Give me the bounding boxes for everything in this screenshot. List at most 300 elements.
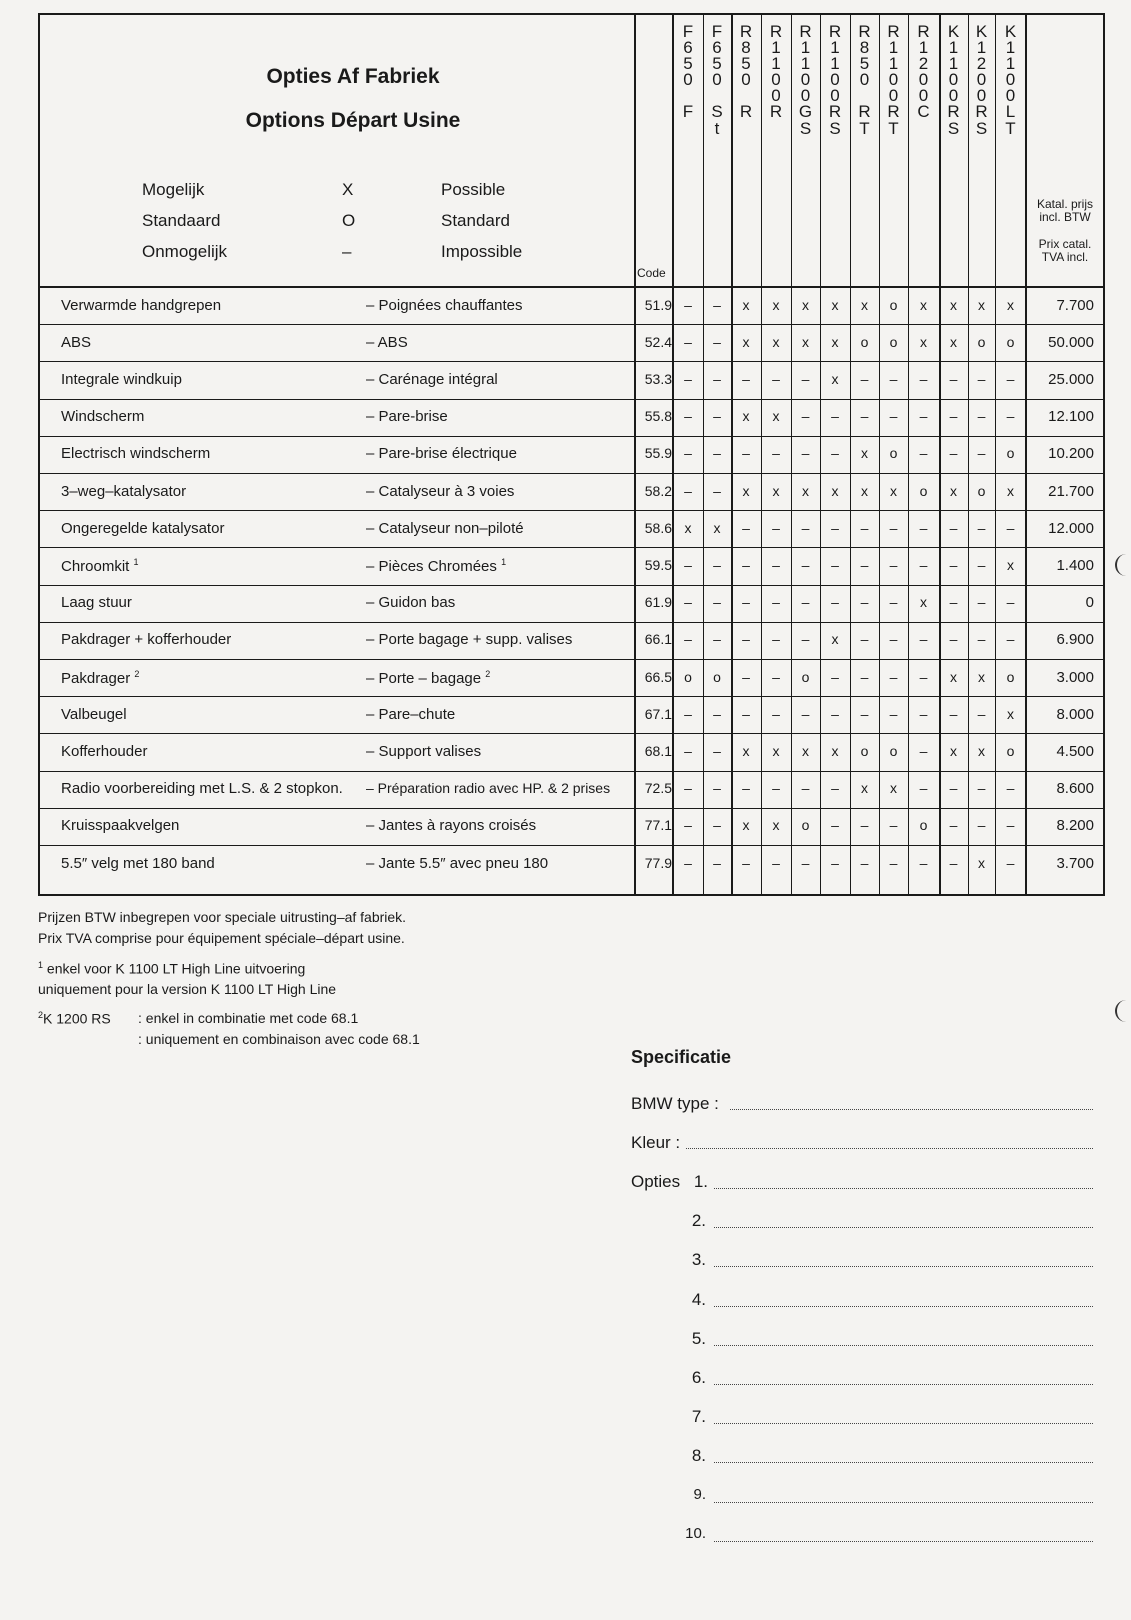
footnote-mark: 1: [133, 557, 139, 567]
option-price: 3.000: [1056, 668, 1094, 686]
availability-cell: o: [684, 668, 692, 685]
availability-cell: x: [772, 482, 780, 499]
availability-cell: –: [889, 705, 898, 722]
availability-cell: x: [772, 817, 780, 834]
availability-cell: x: [890, 482, 897, 499]
availability-cell: –: [713, 705, 721, 722]
option-price: 12.000: [1048, 519, 1094, 537]
availability-cell: –: [919, 780, 928, 797]
option-name-nl-text: Laag stuur: [61, 594, 132, 612]
option-name-fr: [366, 445, 517, 462]
availability-cell: –: [684, 482, 692, 499]
bmw-type-field[interactable]: [730, 1109, 1093, 1110]
option-name-nl-text: Kofferhouder: [61, 743, 148, 760]
availability-cell: –: [713, 817, 721, 834]
availability-cell: x: [861, 780, 868, 797]
option-name-nl-text: Verwarmde handgrepen: [61, 296, 222, 314]
row-divider: [38, 324, 1105, 325]
availability-cell: –: [949, 780, 958, 797]
option-field[interactable]: [714, 1227, 1093, 1228]
availability-cell: –: [889, 371, 898, 387]
footnote-price-nl: Prijzen BTW inbegrepen voor speciale uitrusting–af fabriek.: [38, 909, 407, 925]
option-code: 77.9: [644, 854, 672, 871]
option-name-nl-text: Integrale windkuip: [61, 371, 182, 388]
availability-cell: –: [977, 371, 986, 387]
availability-cell: x: [920, 296, 927, 313]
legend-standard-fr: Standard: [441, 211, 510, 230]
availability-cell: x: [802, 743, 809, 759]
availability-cell: –: [919, 519, 928, 536]
row-divider: [38, 361, 1105, 362]
option-name-nl-text: Radio voorbereiding met L.S. & 2 stopkon.: [61, 780, 343, 798]
row-divider: [38, 585, 1105, 586]
availability-cell: –: [1006, 519, 1015, 536]
price-header-nl: Katal. prijs incl. BTW: [1036, 197, 1094, 224]
model-header: F 6 5 0 F: [682, 22, 694, 122]
availability-cell: –: [713, 631, 721, 648]
color-label: Kleur :: [631, 1133, 681, 1152]
availability-cell: –: [831, 557, 839, 573]
option-name-nl: [61, 855, 215, 872]
option-name-fr: [366, 371, 498, 388]
option-name-fr: [366, 520, 524, 537]
option-name-fr-text: – Jante 5.5″ avec pneu 180: [366, 854, 549, 872]
availability-cell: –: [919, 408, 928, 425]
availability-cell: –: [801, 780, 810, 797]
availability-cell: –: [831, 780, 839, 797]
availability-cell: x: [978, 668, 985, 685]
availability-cell: o: [919, 817, 928, 834]
specification-title: Specificatie: [631, 1047, 732, 1067]
option-name-fr: [366, 297, 523, 314]
option-code: 51.9: [644, 296, 672, 313]
availability-cell: –: [772, 631, 780, 648]
option-name-fr: [366, 669, 490, 687]
availability-cell: x: [950, 668, 957, 685]
row-divider: [38, 473, 1105, 474]
availability-cell: –: [772, 780, 780, 797]
option-field[interactable]: [714, 1306, 1093, 1307]
availability-cell: –: [860, 668, 869, 685]
availability-cell: –: [860, 594, 869, 611]
option-name-fr: [366, 334, 408, 351]
availability-cell: –: [742, 371, 750, 387]
option-name-fr-text: – Catalyseur à 3 voies: [366, 482, 515, 500]
option-name-nl-text: Ongeregelde katalysator: [61, 519, 225, 537]
availability-cell: –: [801, 445, 810, 462]
model-header: R 1 1 0 0 R S: [828, 22, 842, 138]
option-price: 21.700: [1048, 482, 1094, 500]
option-name-nl-text: Chroomkit: [61, 558, 130, 575]
option-number: 4.: [691, 1289, 706, 1309]
availability-cell: –: [860, 557, 869, 573]
availability-cell: o: [1006, 333, 1015, 350]
option-name-fr-text: – Carénage intégral: [366, 371, 498, 388]
table-top-border: [38, 13, 1105, 15]
availability-cell: –: [713, 333, 721, 350]
availability-cell: –: [742, 631, 750, 648]
legend-possible-nl: Mogelijk: [142, 180, 205, 199]
footnote-1-fr: uniquement pour la version K 1100 LT High Line: [38, 981, 337, 997]
availability-cell: o: [801, 668, 810, 685]
availability-cell: x: [742, 408, 750, 425]
title-dutch: Opties Af Fabriek: [266, 65, 440, 88]
availability-cell: –: [742, 854, 750, 871]
option-name-fr: [366, 743, 481, 760]
legend-possible-fr: Possible: [441, 180, 506, 199]
availability-cell: –: [977, 519, 986, 536]
option-name-fr-text: – Pièces Chromées: [366, 558, 497, 575]
availability-cell: –: [742, 557, 750, 573]
option-field[interactable]: [714, 1188, 1093, 1189]
availability-cell: –: [889, 817, 898, 834]
table-bottom-border: [38, 894, 1105, 896]
option-name-fr-text: – Poignées chauffantes: [366, 296, 523, 314]
option-name-fr: [366, 594, 455, 611]
option-price: 1.400: [1056, 557, 1094, 574]
options-label: Opties: [631, 1172, 681, 1191]
option-price: 8.000: [1056, 705, 1094, 723]
option-code: 72.5: [644, 780, 672, 797]
availability-cell: x: [950, 333, 957, 350]
option-name-nl-text: Valbeugel: [61, 705, 127, 723]
availability-cell: –: [860, 631, 869, 648]
option-code: 55.8: [644, 408, 672, 425]
availability-cell: –: [742, 705, 750, 722]
footnote-2-mark: 2: [38, 1010, 44, 1020]
availability-cell: –: [713, 743, 721, 759]
option-field[interactable]: [714, 1384, 1093, 1385]
availability-cell: –: [1006, 408, 1015, 425]
availability-cell: o: [889, 445, 898, 462]
availability-cell: x: [1007, 296, 1014, 313]
availability-cell: –: [977, 557, 986, 573]
availability-cell: –: [919, 557, 928, 573]
legend-standard-symbol: O: [342, 211, 356, 230]
availability-cell: x: [978, 854, 985, 871]
option-price: 8.200: [1056, 817, 1094, 835]
option-name-fr: [366, 408, 448, 425]
availability-cell: –: [831, 408, 839, 425]
option-code: 67.1: [644, 705, 672, 722]
availability-cell: –: [831, 668, 839, 685]
availability-cell: –: [684, 296, 692, 313]
availability-cell: x: [772, 743, 780, 759]
availability-cell: o: [889, 743, 898, 759]
availability-cell: –: [977, 780, 986, 797]
option-name-fr-text: – Préparation radio avec HP. & 2 prises: [366, 780, 611, 797]
option-name-nl: [61, 743, 147, 760]
row-divider: [38, 510, 1105, 511]
availability-cell: –: [772, 371, 780, 387]
availability-cell: o: [860, 333, 869, 350]
availability-cell: –: [684, 371, 692, 387]
availability-cell: –: [1006, 817, 1015, 834]
option-name-nl-text: Pakdrager: [61, 669, 131, 687]
option-number: 1.: [693, 1172, 708, 1191]
option-name-fr-text: – Guidon bas: [366, 594, 456, 612]
availability-cell: –: [742, 519, 750, 536]
availability-cell: –: [889, 408, 898, 425]
availability-cell: –: [1006, 631, 1015, 648]
availability-cell: –: [772, 445, 780, 462]
option-number: 5.: [691, 1328, 706, 1348]
footnote-price-fr: Prix TVA comprise pour équipement spéciale–départ usine.: [38, 930, 405, 946]
availability-cell: –: [713, 482, 721, 499]
option-code: 66.5: [644, 668, 672, 685]
option-name-fr: [366, 631, 572, 648]
option-name-nl-text: 5.5″ velg met 180 band: [61, 854, 215, 872]
model-header: K 1 2 0 0 R S: [975, 22, 988, 138]
option-price: 6.900: [1056, 631, 1094, 649]
availability-cell: x: [950, 743, 957, 759]
availability-cell: –: [772, 705, 780, 722]
availability-cell: –: [1006, 854, 1015, 871]
legend-impossible-fr: Impossible: [441, 242, 523, 261]
option-number: 8.: [691, 1446, 706, 1466]
availability-cell: o: [889, 296, 898, 313]
availability-cell: –: [889, 594, 898, 611]
model-header: R 1 1 0 0 R T: [887, 22, 900, 138]
option-name-fr-text: – Jantes à rayons croisés: [366, 817, 537, 835]
footnote-2-nl: : enkel in combinatie met code 68.1: [138, 1010, 359, 1026]
binder-hole-top: [1115, 554, 1131, 576]
availability-cell: –: [919, 705, 928, 722]
availability-cell: –: [713, 557, 721, 573]
availability-cell: x: [978, 743, 985, 759]
availability-cell: x: [831, 333, 839, 350]
option-name-nl: [61, 408, 144, 425]
availability-cell: –: [831, 594, 839, 611]
footnote-2: [38, 1010, 111, 1027]
option-code: 58.2: [644, 482, 672, 499]
availability-cell: –: [772, 519, 780, 536]
availability-cell: –: [919, 743, 928, 759]
availability-cell: –: [949, 594, 958, 611]
option-name-fr-text: – Pare-brise électrique: [366, 445, 517, 463]
availability-cell: –: [742, 445, 750, 462]
table-left-border: [38, 13, 40, 896]
footnote-2-model: K 1200 RS: [43, 1010, 111, 1027]
availability-cell: o: [977, 482, 986, 499]
availability-cell: –: [977, 705, 986, 722]
option-number: 7.: [691, 1407, 706, 1427]
option-price: 10.200: [1048, 445, 1094, 463]
availability-cell: –: [742, 668, 750, 685]
availability-cell: –: [801, 371, 810, 387]
availability-cell: –: [831, 445, 839, 462]
footnote-mark: 2: [134, 668, 140, 679]
option-price: 3.700: [1056, 854, 1094, 872]
option-name-fr: [366, 855, 548, 872]
availability-cell: –: [889, 854, 898, 871]
option-name-fr-text: – Support valises: [366, 743, 482, 760]
availability-cell: –: [977, 817, 986, 834]
availability-cell: –: [977, 445, 986, 462]
availability-cell: x: [920, 333, 927, 350]
legend-impossible-symbol: –: [342, 242, 352, 261]
availability-cell: –: [889, 557, 898, 573]
option-code: 53.3: [644, 371, 672, 387]
option-name-nl-text: Kruisspaakvelgen: [61, 817, 180, 835]
row-divider: [38, 733, 1105, 734]
availability-cell: –: [772, 557, 780, 573]
availability-cell: –: [684, 333, 692, 350]
availability-cell: –: [949, 445, 958, 462]
availability-cell: –: [889, 519, 898, 536]
availability-cell: o: [801, 817, 810, 834]
availability-cell: o: [860, 743, 869, 759]
option-price: 4.500: [1056, 743, 1094, 760]
color-field[interactable]: [686, 1148, 1093, 1149]
availability-cell: x: [950, 296, 957, 313]
availability-cell: x: [713, 519, 721, 536]
option-name-nl: [61, 631, 231, 648]
availability-cell: –: [831, 705, 839, 722]
availability-cell: –: [860, 408, 869, 425]
row-divider: [38, 399, 1105, 400]
availability-cell: o: [977, 333, 986, 350]
option-name-nl: [61, 557, 139, 575]
availability-cell: –: [684, 854, 692, 871]
option-name-fr-text: – Pare-brise: [366, 408, 448, 426]
footnote-1-mark: 1: [38, 960, 44, 970]
option-number: 2.: [691, 1211, 706, 1231]
option-field[interactable]: [714, 1266, 1093, 1267]
option-price: 12.100: [1048, 408, 1094, 426]
option-price: 50.000: [1048, 333, 1094, 351]
option-field[interactable]: [714, 1502, 1093, 1503]
availability-cell: –: [801, 408, 810, 425]
row-divider: [38, 808, 1105, 809]
availability-cell: –: [949, 557, 958, 573]
availability-cell: –: [742, 780, 750, 797]
option-field[interactable]: [714, 1345, 1093, 1346]
table-right-border: [1103, 13, 1105, 896]
option-name-fr: [366, 557, 506, 575]
legend-standard-nl: Standaard: [142, 211, 221, 230]
option-name-fr-text: – ABS: [366, 333, 408, 351]
option-field[interactable]: [714, 1541, 1093, 1542]
legend-impossible-nl: Onmogelijk: [142, 242, 228, 261]
availability-cell: x: [742, 333, 750, 350]
option-name-nl: [61, 669, 139, 687]
availability-cell: –: [919, 445, 928, 462]
availability-cell: –: [831, 817, 839, 834]
option-name-fr: [366, 483, 514, 500]
option-name-fr: [366, 780, 610, 796]
model-header: K 1 1 0 0 L T: [1004, 22, 1017, 138]
availability-cell: –: [772, 668, 780, 685]
binder-hole-bottom: [1115, 1000, 1131, 1022]
option-name-nl: [61, 445, 210, 462]
option-name-nl: [61, 483, 186, 500]
availability-cell: x: [950, 482, 957, 499]
option-number: 6.: [691, 1368, 706, 1387]
availability-cell: o: [889, 333, 898, 350]
model-header: R 1 1 0 0 R: [769, 22, 783, 122]
option-name-fr: [366, 706, 455, 723]
option-name-nl: [61, 706, 127, 723]
option-name-fr: [366, 817, 536, 834]
option-field[interactable]: [714, 1423, 1093, 1424]
availability-cell: –: [949, 371, 958, 387]
option-price: 7.700: [1056, 296, 1094, 314]
availability-cell: –: [889, 631, 898, 648]
availability-cell: o: [1006, 668, 1015, 685]
option-name-nl: [61, 780, 343, 797]
availability-cell: –: [772, 854, 780, 871]
model-header: R 8 5 0 R: [739, 22, 753, 122]
availability-cell: –: [684, 557, 692, 573]
option-name-nl: [61, 594, 132, 611]
availability-cell: x: [831, 296, 839, 313]
model-header: R 8 5 0 R T: [858, 22, 871, 138]
availability-cell: o: [713, 668, 721, 685]
row-divider: [38, 696, 1105, 697]
availability-cell: –: [860, 854, 869, 871]
option-name-nl: [61, 334, 91, 351]
availability-cell: –: [860, 371, 869, 387]
availability-cell: x: [831, 743, 839, 759]
bmw-type-label: BMW type :: [631, 1094, 719, 1113]
option-number: 10.: [685, 1524, 706, 1542]
availability-cell: x: [802, 482, 809, 499]
option-number: 9.: [693, 1485, 706, 1503]
availability-cell: –: [801, 519, 810, 536]
availability-cell: x: [742, 817, 750, 834]
availability-cell: x: [831, 482, 839, 499]
availability-cell: –: [684, 594, 692, 611]
option-price: 25.000: [1048, 371, 1094, 388]
availability-cell: –: [713, 408, 721, 425]
option-name-fr-text: – Porte bagage + supp. valises: [366, 631, 573, 649]
option-number: 3.: [691, 1250, 706, 1270]
availability-cell: –: [801, 631, 810, 648]
footnote-1: [38, 960, 305, 977]
option-name-nl-text: Pakdrager + kofferhouder: [61, 631, 232, 649]
footnote-2-fr: : uniquement en combinaison avec code 68.1: [138, 1031, 420, 1047]
availability-cell: x: [890, 780, 897, 797]
row-divider: [38, 622, 1105, 623]
availability-cell: x: [802, 296, 809, 313]
option-code: 77.1: [644, 817, 672, 834]
option-name-nl-text: Windscherm: [61, 408, 145, 426]
row-divider: [38, 436, 1105, 437]
option-code: 68.1: [644, 743, 672, 759]
availability-cell: –: [713, 371, 721, 387]
option-field[interactable]: [714, 1462, 1093, 1463]
footnote-mark: 2: [485, 668, 491, 679]
availability-cell: –: [860, 705, 869, 722]
availability-cell: x: [1007, 705, 1014, 722]
availability-cell: x: [742, 743, 750, 759]
option-name-fr-text: – Pare–chute: [366, 705, 456, 723]
availability-cell: –: [889, 668, 898, 685]
availability-cell: x: [684, 519, 692, 536]
row-divider: [38, 771, 1105, 772]
footnote-mark: 1: [501, 557, 507, 567]
availability-cell: –: [860, 817, 869, 834]
availability-cell: –: [949, 408, 958, 425]
availability-cell: –: [1006, 780, 1015, 797]
availability-cell: x: [742, 296, 750, 313]
availability-cell: –: [977, 594, 986, 611]
availability-cell: –: [949, 817, 958, 834]
option-name-nl-text: Electrisch windscherm: [61, 445, 211, 463]
availability-cell: –: [949, 519, 958, 536]
option-name-nl-text: 3–weg–katalysator: [61, 482, 187, 500]
